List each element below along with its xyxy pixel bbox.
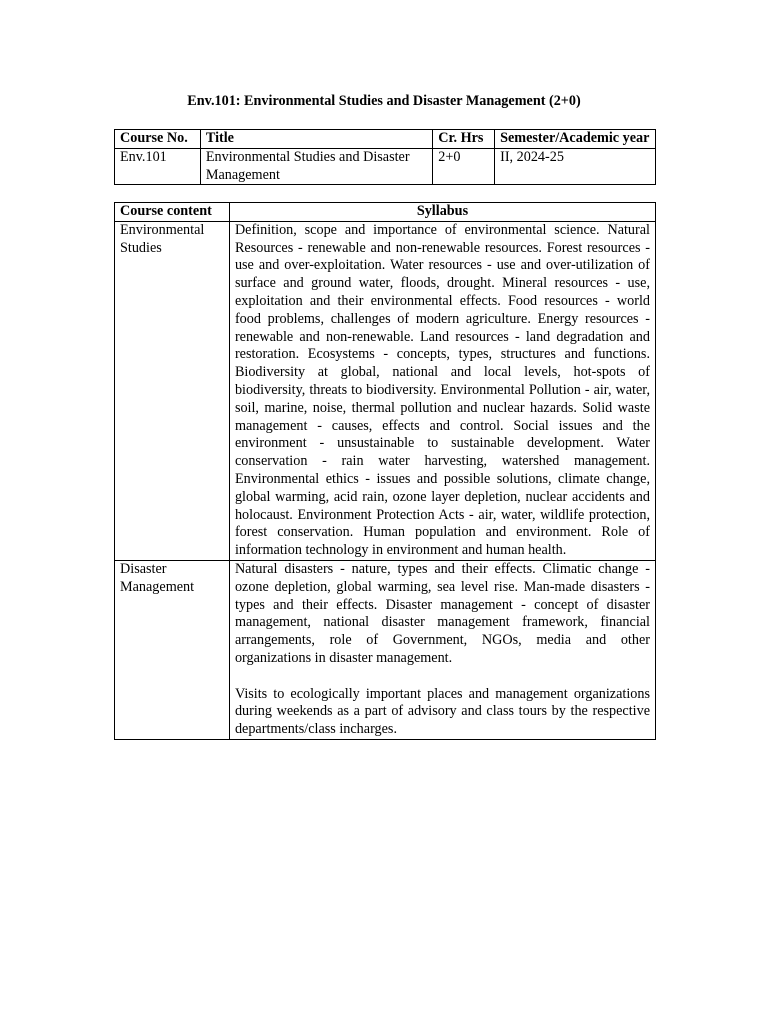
cell-semester: II, 2024-25 bbox=[495, 148, 656, 185]
cell-credit-hours: 2+0 bbox=[433, 148, 495, 185]
syllabus-disaster-management-cell bbox=[229, 560, 655, 739]
syllabus-table-header-row bbox=[115, 203, 656, 222]
course-table-header-row bbox=[115, 130, 656, 149]
header-semester: Semester/Academic year bbox=[495, 130, 656, 149]
course-info-table bbox=[114, 129, 656, 185]
syllabus-row-disaster-management bbox=[115, 560, 656, 739]
syllabus-row-environmental-studies bbox=[115, 221, 656, 560]
header-course-no: Course No. bbox=[115, 130, 201, 149]
document-title: Env.101: Environmental Studies and Disaster Management (2+0) bbox=[187, 93, 581, 109]
header-course-content: Course content bbox=[115, 203, 230, 222]
syllabus-visits-note: Visits to ecologically important places and management organizations during weekends as a part of advisory and class tours by the respective departments/class incharges. bbox=[234, 685, 650, 738]
syllabus-environmental-studies: Definition, scope and importance of environmental science. Natural Resources - renewable and non-renewable resources. Forest resources - use and over-exploitation. Water resources - use and over-utilization of surface and ground water, floods, drought. Mineral resources - use, exploitation and their environmental effects. Food resources - world food problems, challenges of modern agriculture. Energy resources - renewable and non-renewable. Land resources - land degradation and restoration. Ecosystems - concepts, types, structures and functions. Biodiversity at global, national and local levels, hot-spots of biodiversity, threats to biodiversity. Environmental Pollution - air, water, soil, marine, noise, thermal pollution and nuclear hazards. Solid waste management - causes, effects and control. Social issues and the environment - unsustainable to sustainable development. Water conservation - rain water harvesting, watershed management. Environmental ethics - issues and possible solutions, climate change, global warming, acid rain, ozone layer depletion, nuclear accidents and holocaust. Environment Protection Acts - air, water, wildlife protection, forest conservation. Human population and environment. Role of information technology in environment and human health. bbox=[229, 221, 655, 560]
cell-title: Environmental Studies and Disaster Management bbox=[200, 148, 432, 185]
topic-environmental-studies: Environmental Studies bbox=[115, 221, 230, 560]
header-syllabus: Syllabus bbox=[229, 203, 655, 222]
header-title: Title bbox=[200, 130, 432, 149]
header-credit-hours: Cr. Hrs bbox=[433, 130, 495, 149]
topic-disaster-management: Disaster Management bbox=[115, 560, 230, 739]
cell-course-no: Env.101 bbox=[115, 148, 201, 185]
paragraph-gap bbox=[235, 668, 650, 686]
syllabus-table bbox=[114, 202, 656, 740]
course-table-row bbox=[115, 148, 656, 185]
syllabus-disaster-management: Natural disasters - nature, types and their effects. Climatic change - ozone depletion, global warming, sea level rise. Man-made disasters - types and their effects. Disaster management - concept of disaster management, national disaster management framework, financial arrangements, role of Government, NGOs, media and other organizations in disaster management. bbox=[234, 560, 650, 666]
